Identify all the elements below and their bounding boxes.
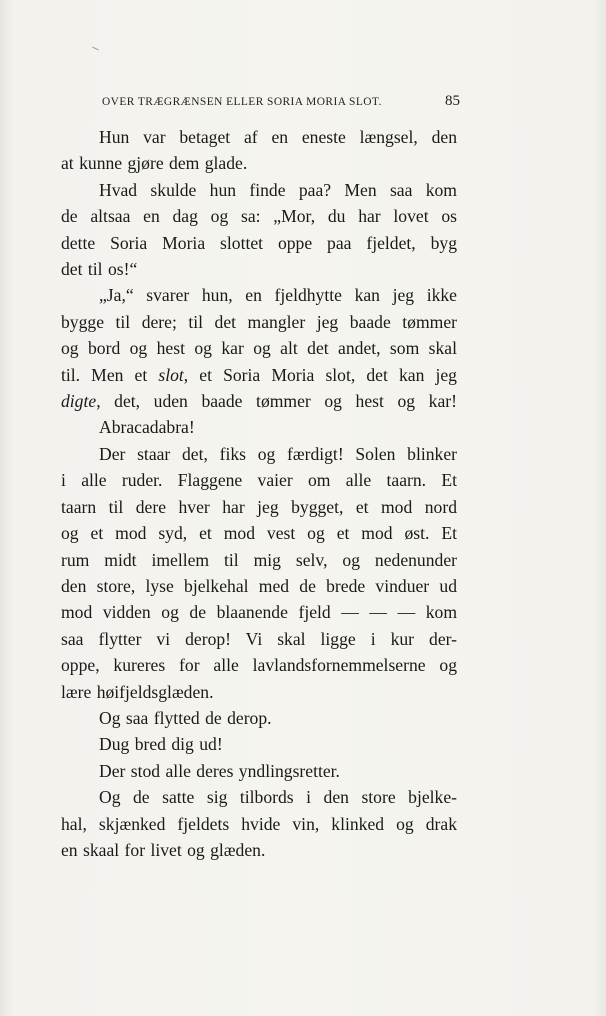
- text-line: Der stod alle deres yndlingsretter.: [99, 760, 340, 781]
- text-line: i alle ruder. Flaggene vaier om alle taarn. Et: [61, 470, 457, 491]
- text-line: oppe, kureres for alle lavlandsfornemmelserne og: [61, 655, 457, 676]
- text-line: de altsaa en dag og sa: „Mor, du har lovet os: [61, 206, 457, 227]
- running-head: [102, 93, 460, 113]
- text-line: dette Soria Moria slottet oppe paa fjeldet, byg: [61, 232, 457, 253]
- paragraph: [61, 441, 457, 705]
- text-line: lære høifjeldsglæden.: [61, 681, 214, 702]
- paper-speck: [92, 47, 99, 51]
- paragraph: [61, 705, 457, 731]
- text-line: „Ja,“ svarer hun, en fjeldhytte kan jeg ikke: [99, 285, 457, 306]
- paragraph: [61, 784, 457, 863]
- text-line: Abracadabra!: [99, 417, 195, 438]
- text-line: taarn til dere hver har jeg bygget, et mod nord: [61, 496, 457, 517]
- italic-word: slot: [158, 364, 184, 385]
- body-text: [61, 124, 457, 863]
- text-segment: , det, uden baade tømmer og hest og kar!: [96, 391, 457, 412]
- text-segment: , et Soria Moria slot, det kan jeg: [183, 364, 457, 385]
- text-line: Der staar det, fiks og færdigt! Solen blinker: [99, 443, 457, 464]
- text-line: en skaal for livet og glæden.: [61, 839, 266, 860]
- text-line: at kunne gjøre dem glade.: [61, 153, 248, 174]
- text-line: [61, 362, 457, 388]
- text-line: Hun var betaget af en eneste længsel, den: [99, 127, 457, 147]
- text-line: og bord og hest og kar og alt det andet, som skal: [61, 338, 457, 359]
- italic-word: digte: [61, 391, 97, 412]
- page-number: 85: [445, 93, 460, 109]
- text-line: Og de satte sig tilbords i den store bjelke-: [99, 787, 457, 808]
- text-line: Dug bred dig ud!: [99, 734, 223, 755]
- running-title: OVER TRÆGRÆNSEN ELLER SORIA MORIA SLOT.: [102, 96, 382, 108]
- text-line: mod vidden og de blaanende fjeld — — — kom: [61, 602, 457, 623]
- paragraph: [61, 177, 457, 283]
- paragraph: [61, 731, 457, 757]
- text-line: saa flytter vi derop! Vi skal ligge i kur der-: [61, 628, 457, 649]
- text-segment: til. Men et: [61, 364, 159, 385]
- text-line: hal, skjænked fjeldets hvide vin, klinked og drak: [61, 813, 457, 834]
- paragraph: [61, 414, 457, 440]
- text-line: den store, lyse bjelkehal med de brede vinduer ud: [61, 575, 457, 596]
- text-line: og et mod syd, et mod vest og et mod øst. Et: [61, 523, 457, 544]
- text-line: Hvad skulde hun finde paa? Men saa kom: [99, 179, 457, 200]
- paragraph: [61, 124, 457, 177]
- text-line: bygge til dere; til det mangler jeg baade tømmer: [61, 311, 457, 332]
- text-line: [61, 388, 457, 414]
- text-line: rum midt imellem til mig selv, og nedenunder: [61, 549, 457, 570]
- paragraph: [61, 282, 457, 414]
- text-line: det til os!“: [61, 259, 138, 280]
- text-line: Og saa flytted de derop.: [99, 707, 272, 728]
- paragraph: [61, 758, 457, 784]
